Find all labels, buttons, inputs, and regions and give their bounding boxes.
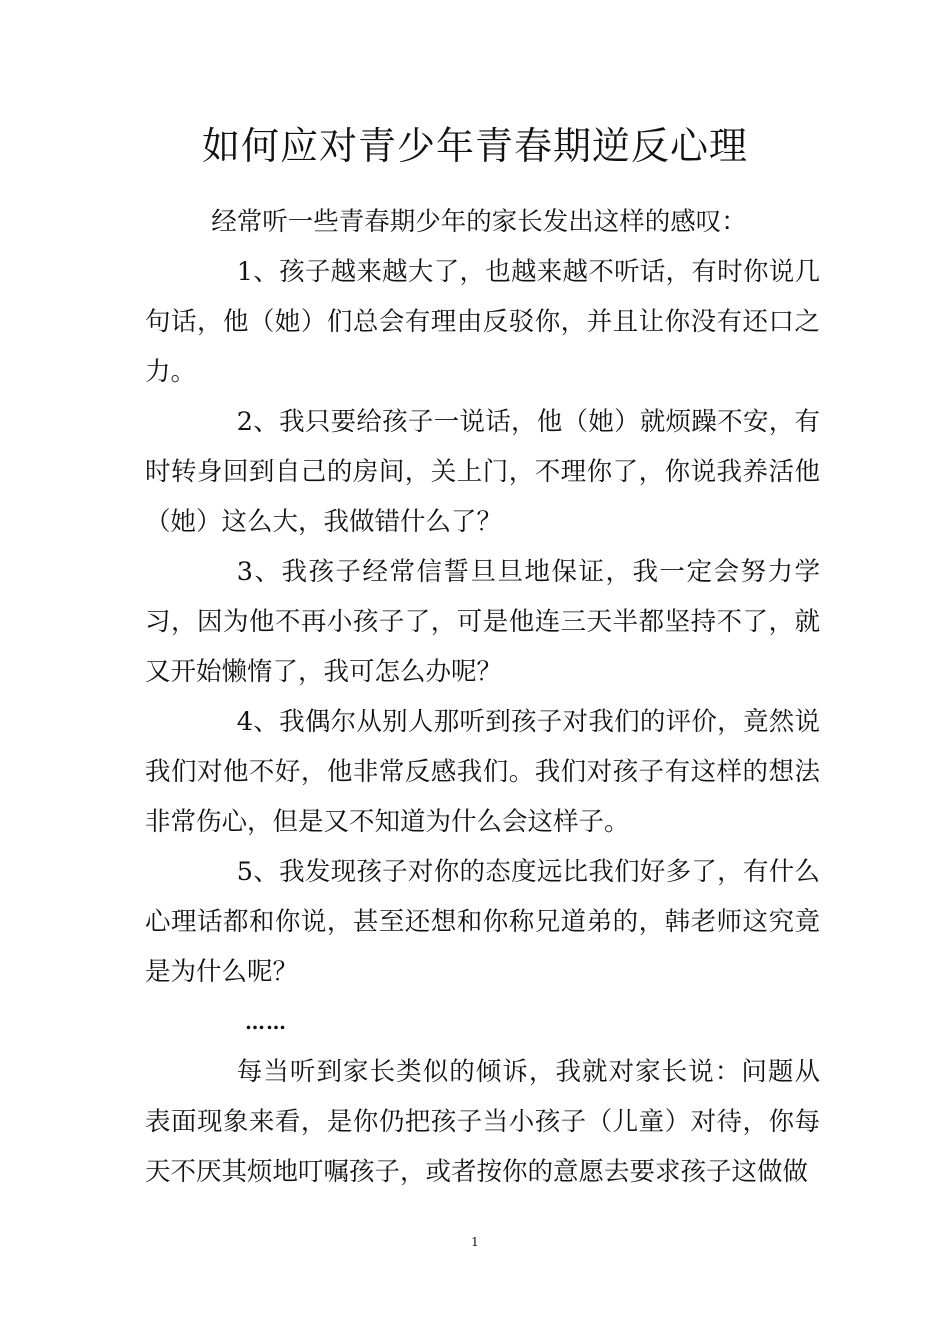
paragraph-5: 5、我发现孩子对你的态度远比我们好多了，有什么心理话都和你说，甚至还想和你称兄道弟的，韩老师这究竟是为什么呢？ [145, 857, 820, 987]
closing-paragraph: 每当听到家长类似的倾诉，我就对家长说：问题从表面现象来看，是你仍把孩子当小孩子（儿童）对待，你每天不厌其烦地叮嘱孩子，或者按你的意愿去要求孩子这做做 [145, 1057, 820, 1187]
paragraph-4: 4、我偶尔从别人那听到孩子对我们的评价，竟然说我们对他不好，他非常反感我们。我们对孩子有这样的想法非常伤心，但是又不知道为什么会这样子。 [145, 707, 820, 837]
paragraph-1: 1、孩子越来越大了，也越来越不听话，有时你说几句话，他（她）们总会有理由反驳你，并且让你没有还口之力。 [145, 257, 820, 387]
document-body [145, 197, 820, 1197]
paragraph-3: 3、我孩子经常信誓旦旦地保证，我一定会努力学习，因为他不再小孩子了，可是他连三天半都坚持不了，就又开始懒惰了，我可怎么办呢？ [145, 557, 820, 687]
intro-paragraph: 经常听一些青春期少年的家长发出这样的感叹： [211, 207, 747, 237]
paragraph-2: 2、我只要给孩子一说话，他（她）就烦躁不安，有时转身回到自己的房间，关上门，不理你了，你说我养活他（她）这么大，我做错什么了？ [145, 407, 820, 537]
ellipsis-line: …… [245, 1010, 287, 1034]
page-number: 1 [471, 1235, 479, 1249]
document-title: 如何应对青少年青春期逆反心理 [201, 124, 748, 168]
